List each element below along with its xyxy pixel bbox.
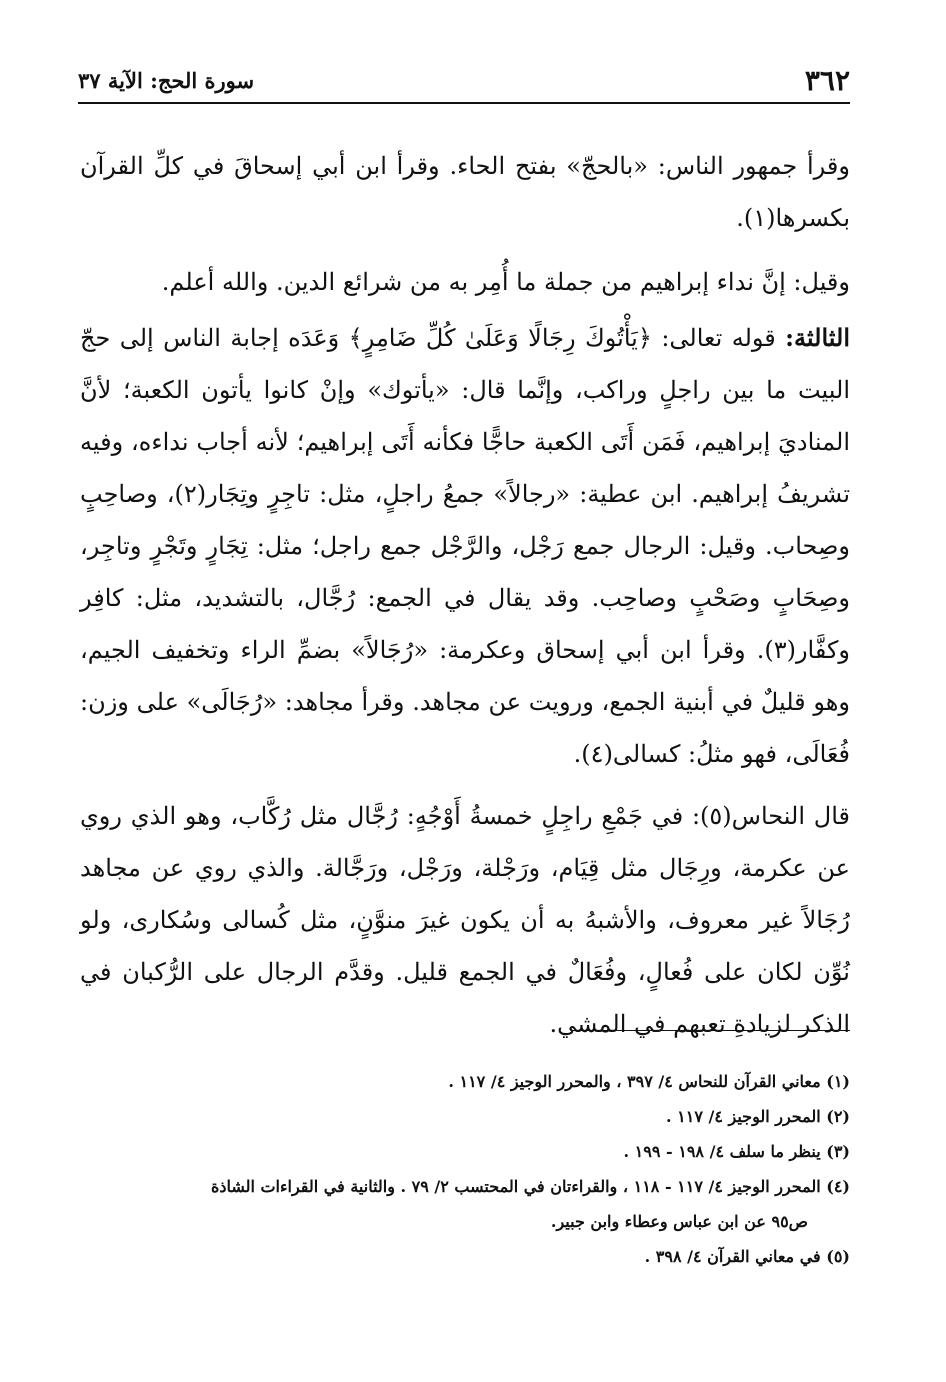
paragraph-3-text: قوله تعالى: ﴿يَأْتُوكَ رِجَالًا وَعَلَىٰ كُلِّ ضَامِرٍ﴾ وَعَدَه إجابة الناس إلى حجّ البيت ما بين راجلٍ وراكب، وإنَّما قال: «يأتوك» وإنْ كانوا يأتون الكعبة؛ لأنَّ المناديَ إبراهيم، فَمَن أَتَى الكعبة حاجًّا فكأنه أَتَى إبراهيم؛ لأنه أجاب نداءه، وفيه تشريفُ إبراهيم. ابن عطية: «رجالاً» جمعُ راجلٍ، مثل: تاجِرٍ وتِجَار(٢)، وصاحِبٍ وصِحاب. وقيل: الرجال جمع رَجْل، والرَّجْل جمع راجل؛ مثل: تِجَارٍ وتَجْرٍ وتاجِر، وصِحَابٍ وصَحْبٍ وصاحِب. وقد يقال في الجمع: رُجَّال، بالتشديد، مثل: كافِر وكفَّار(٣). وقرأ ابن أبي إسحاق وعكرمة: «رُجَالاً» بضمِّ الراء وتخفيف الجيم، وهو قليلٌ في أبنية الجمع، ورويت عن مجاهد. وقرأ مجاهد: «رُجَالَى» على وزن: فُعَالَى، فهو مثلُ: كسالى(٤). bbox=[80, 324, 850, 768]
footnotes bbox=[78, 1064, 850, 1274]
paragraph-2: وقيل: إنَّ نداء إبراهيم من جملة ما أُمِر به من شرائع الدين. والله أعلم. bbox=[161, 268, 850, 296]
footnote-4-continued: ص٩٥ عن ابن عباس وعطاء وابن جبير. bbox=[550, 1212, 808, 1231]
paragraph-1: وقرأ جمهور الناس: «بالحجّ» بفتح الحاء. وقرأ ابن أبي إسحاقَ في كلِّ القرآن بكسرها(١). bbox=[80, 152, 850, 232]
footnote-4: (٤) المحرر الوجيز ٤/ ١١٧ - ١١٨ ، والقراءتان في المحتسب ٢/ ٧٩ . والثانية في القراءات الشاذة bbox=[210, 1177, 850, 1196]
running-title: سورة الحج: الآية ٣٧ bbox=[78, 67, 255, 93]
footnote-2: (٢) المحرر الوجيز ٤/ ١١٧ . bbox=[666, 1107, 850, 1126]
section-label-third: الثالثة: bbox=[785, 323, 850, 352]
page-number: ٣٦٢ bbox=[804, 63, 850, 97]
paragraph-4: قال النحاس(٥): في جَمْعِ راجِلٍ خمسةُ أَوْجُهٍ: رُجَّال مثل رُكَّاب، وهو الذي روي عن عكرمة، ورِجَال مثل قِيَام، ورَجْلة، ورَجْل، ورَجَّالة. والذي روي عن مجاهد رُجَالاً غير معروف، والأشبهُ به أن يكون غيرَ منوَّنٍ، مثل كُسالى وسُكارى، ولو نُوِّن لكان على فُعالٍ، وفُعَالٌ في الجمع قليل. وقدَّم الرجال على الرُّكبان في الذكر لزيادةِ تعبهم في المشي. bbox=[80, 802, 850, 1038]
header-divider bbox=[78, 102, 850, 104]
footnote-3: (٣) ينظر ما سلف ٤/ ١٩٨ - ١٩٩ . bbox=[623, 1142, 850, 1161]
footnote-5: (٥) في معاني القرآن ٤/ ٣٩٨ . bbox=[644, 1247, 850, 1266]
paragraph-3 bbox=[80, 312, 850, 780]
footnote-1: (١) معاني القرآن للنحاس ٤/ ٣٩٧ ، والمحرر الوجيز ٤/ ١١٧ . bbox=[448, 1072, 850, 1091]
main-text bbox=[80, 140, 850, 1050]
page-header bbox=[78, 60, 850, 100]
footnote-divider bbox=[572, 1030, 850, 1031]
